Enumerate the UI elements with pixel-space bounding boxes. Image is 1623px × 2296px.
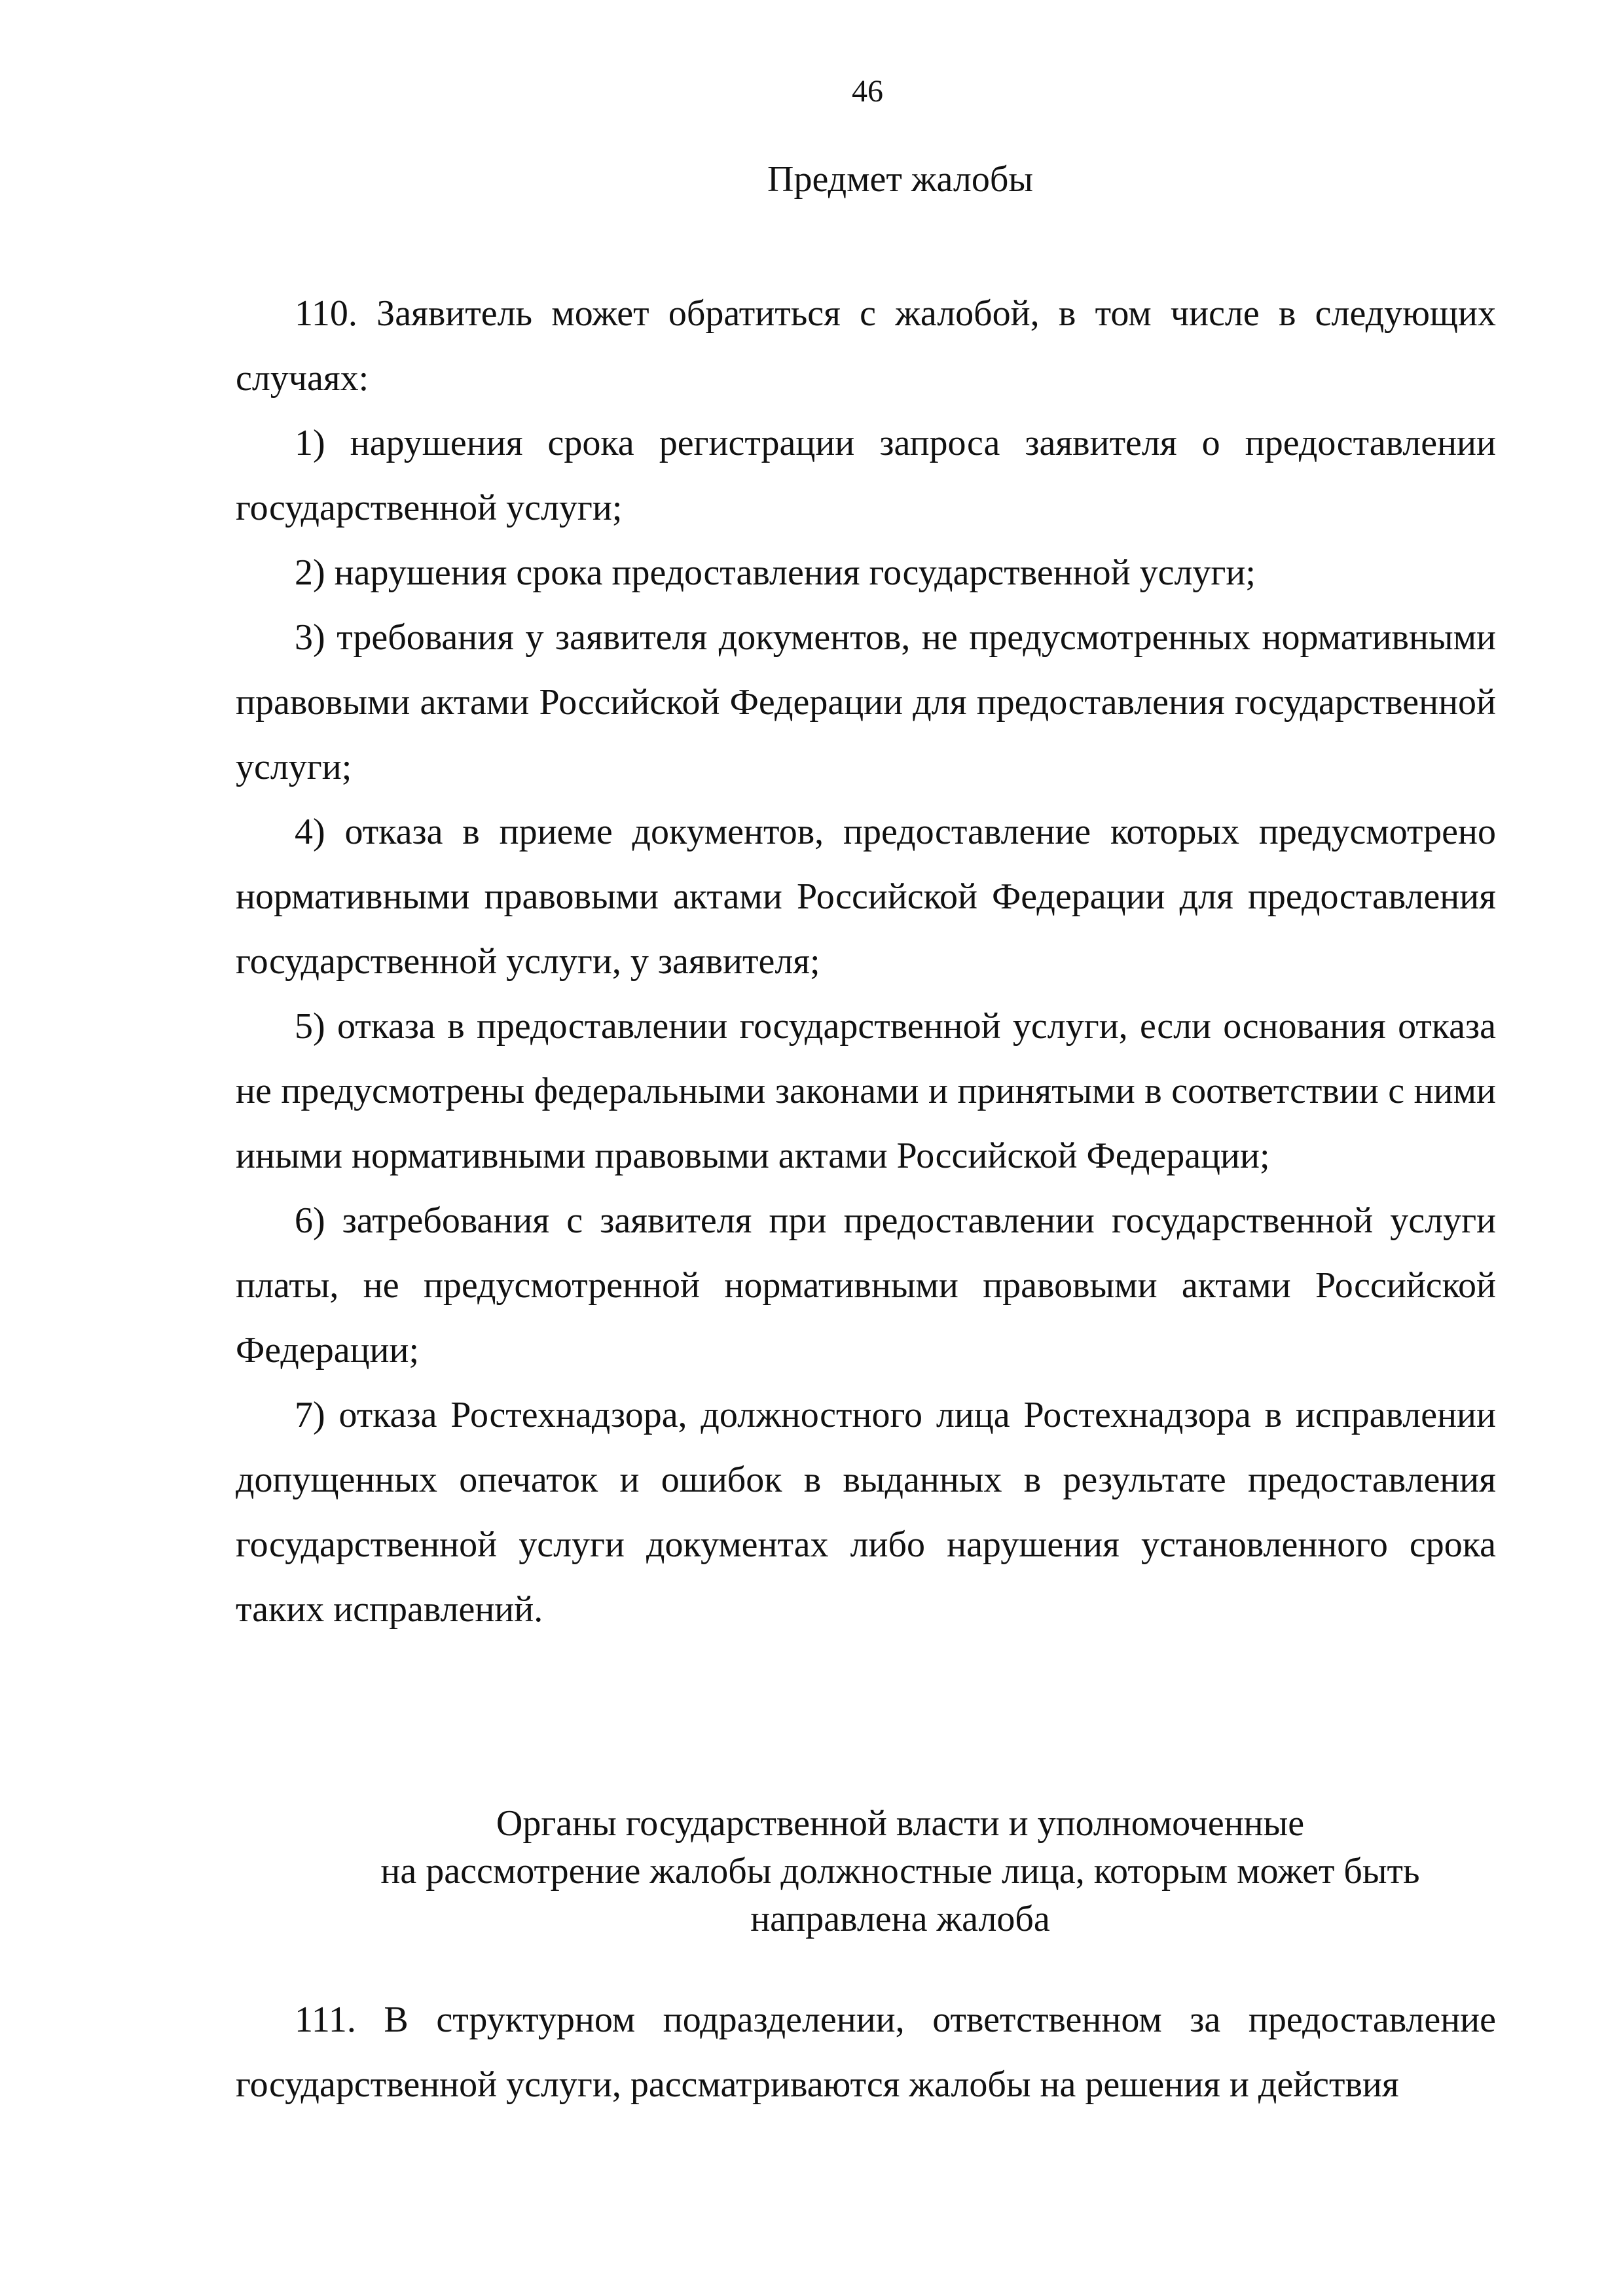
section-title-line: Органы государственной власти и уполномоченные — [496, 1803, 1305, 1844]
list-item-6: 6) затребования с заявителя при предоставлении государственной услуги платы, не предусмотренной нормативными правовыми актами Российской Федерации; — [236, 1200, 1496, 1371]
list-item-4: 4) отказа в приеме документов, предоставление которых предусмотрено нормативными правовыми актами Российской Федерации для предоставления государственной услуги, у заявителя; — [236, 812, 1496, 982]
list-item-3: 3) требования у заявителя документов, не предусмотренных нормативными правовыми актами Российской Федерации для предоставления государственной услуги; — [236, 617, 1496, 787]
section-2-body — [236, 1988, 1496, 2117]
section-1-body — [236, 281, 1496, 1642]
paragraph-110: 110. Заявитель может обратиться с жалобой, в том числе в следующих случаях: — [236, 293, 1496, 399]
section-title-complaint-subject: Предмет жалобы — [767, 159, 1033, 200]
list-item-2: 2) нарушения срока предоставления государственной услуги; — [295, 552, 1256, 593]
page-number: 46 — [852, 74, 883, 109]
section-title-line: направлена жалоба — [750, 1899, 1050, 1939]
list-item-7: 7) отказа Ростехнадзора, должностного лица Ростехнадзора в исправлении допущенных опечаток и ошибок в выданных в результате предоставления государственной услуги документах либо нарушения установленного срока таких исправлений. — [236, 1395, 1496, 1630]
list-item-5: 5) отказа в предоставлении государственной услуги, если основания отказа не предусмотрены федеральными законами и принятыми в соответствии с ними иными нормативными правовыми актами Российской Федерации; — [236, 1006, 1496, 1176]
section-title-line: на рассмотрение жалобы должностные лица, которым может быть — [380, 1851, 1420, 1892]
list-item-1: 1) нарушения срока регистрации запроса заявителя о предоставлении государственной услуги; — [236, 423, 1496, 528]
section-title-authorities — [0, 1800, 1623, 1943]
paragraph-111: 111. В структурном подразделении, ответственном за предоставление государственной услуги, рассматриваются жалобы на решения и действия — [236, 2000, 1496, 2105]
